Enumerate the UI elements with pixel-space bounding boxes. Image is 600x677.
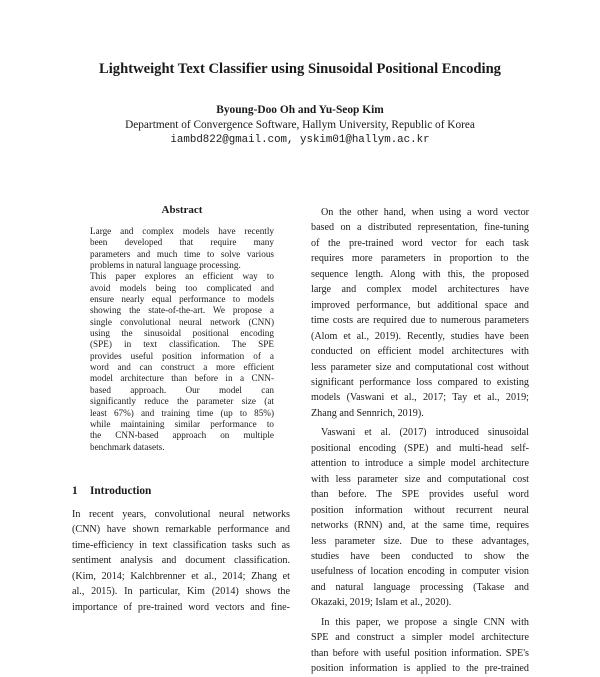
intro-line: (CNN) have shown remarkable performance and [72, 524, 290, 536]
abstract-line: the CNN-based approach on multiple [90, 430, 274, 441]
body-line: of the pre-trained word vector for each task [311, 237, 529, 249]
body-line: position information without recurrent neural [311, 504, 529, 516]
body-line: position information is applied to the pre-trained [311, 663, 529, 675]
body-line: sequence length. Along with this, the proposed [311, 268, 529, 280]
abstract-line: least 67%) and training time (up to 85%) [90, 407, 274, 418]
abstract-line: showing the state-of-the-art. We propose a [90, 305, 274, 316]
body-line: networks (RNN) and, at the same time, requires [311, 520, 529, 532]
body-line: On the other hand, when using a word vector [321, 207, 529, 218]
paper-title: Lightweight Text Classifier using Sinusoidal Positional Encoding [99, 61, 501, 77]
body-line: studies have been conducted to show the [311, 550, 529, 562]
body-line: In this paper, we propose a single CNN with [321, 616, 529, 628]
abstract-line: significantly reduce the parameter size (at [90, 396, 274, 407]
section-heading-introduction [72, 485, 151, 497]
abstract-line: ensure nearly equal performance to models [90, 294, 274, 305]
abstract-line: This paper explores an efficient way to [90, 271, 274, 282]
abstract-line: based approach. Our model can [90, 384, 274, 395]
body-line: models (Vaswani et al., 2017; Tay et al., 2019; [311, 392, 529, 404]
body-line: Zhang and Sennrich, 2019). [311, 407, 424, 419]
abstract-line: Large and complex models have recently [90, 226, 274, 236]
body-line: and natural language processing (Takase and [311, 581, 529, 593]
body-line: Vaswani et al. (2017) introduced sinusoidal [321, 427, 529, 439]
abstract-line: (SPE) in text classification. The SPE [90, 339, 274, 350]
intro-line: sentiment analysis and document classification. [72, 555, 290, 567]
body-line: SPE and construct a simpler model architecture [311, 632, 529, 644]
body-line: large and complex model architectures have [311, 284, 529, 296]
abstract-line: benchmark datasets. [90, 441, 165, 452]
body-line: based on a distributed representation, fine-tuning [311, 222, 529, 234]
author-names: Byoung-Doo Oh and Yu-Seop Kim [216, 104, 384, 116]
body-line: conducted on efficient model architectures with [311, 346, 529, 358]
intro-line: time-efficiency in text classification tasks such as [72, 539, 290, 551]
abstract-line: been developed that require many [90, 237, 274, 248]
intro-line: importance of pre-trained word vectors and fine- [72, 601, 290, 613]
section-title: Introduction [90, 485, 152, 497]
body-line: with less parameter size and computational cost [311, 473, 529, 485]
author-emails: iambd822@gmail.com, yskim01@hallym.ac.kr [170, 134, 430, 146]
body-line: usefulness of location encoding in computer vision [311, 566, 529, 578]
abstract-line: avoid models being too complicated and [90, 282, 274, 293]
author-affiliation: Department of Convergence Software, Hallym University, Republic of Korea [125, 119, 475, 131]
abstract-line: model architecture than before in a CNN- [90, 373, 274, 384]
intro-line: (Kim, 2014; Kalchbrenner et al., 2014; Zhang et [72, 570, 290, 582]
intro-line: al., 2015). In particular, Kim (2014) shows the [72, 586, 290, 598]
body-line: than before. The SPE provides useful word [311, 489, 529, 501]
abstract-line: while maintaining similar performance to [90, 418, 274, 429]
section-number: 1 [72, 485, 78, 497]
body-line: than before with useful position information. SPE's [311, 647, 529, 659]
body-line: time costs are required due to numerous parameters [311, 315, 529, 327]
body-line: (Alom et al., 2019). Recently, studies have been [311, 330, 529, 342]
abstract-line: problems in natural language processing. [90, 260, 241, 271]
body-line: less parameter size. Due to these advantages, [311, 535, 529, 547]
body-line: Okazaki, 2019; Islam et al., 2020). [311, 597, 452, 609]
body-line: improved performance, but additional space and [311, 299, 529, 311]
body-line: positional encoding (SPE) and multi-head self- [311, 442, 529, 454]
abstract-body [90, 226, 274, 453]
abstract-line: using the sinusoidal positional encoding [90, 328, 274, 339]
abstract-line: word and can construct a more efficient [90, 362, 274, 373]
body-line: requires more parameters in proportion to the [311, 253, 529, 265]
right-column-body [311, 205, 529, 677]
abstract-line: provides useful position information of a [90, 350, 274, 361]
body-line: attention to introduce a simple model architecture [311, 458, 529, 470]
body-line: less parameter size and computational cost without [311, 361, 529, 373]
abstract-line: parameters and much time to solve various [90, 248, 274, 259]
introduction-body [72, 507, 290, 615]
abstract-heading: Abstract [161, 204, 203, 216]
body-line: significant performance loss compared to existing [311, 376, 529, 388]
abstract-line: single convolutional neural network (CNN) [90, 316, 274, 327]
intro-line: In recent years, convolutional neural networks [72, 509, 290, 520]
